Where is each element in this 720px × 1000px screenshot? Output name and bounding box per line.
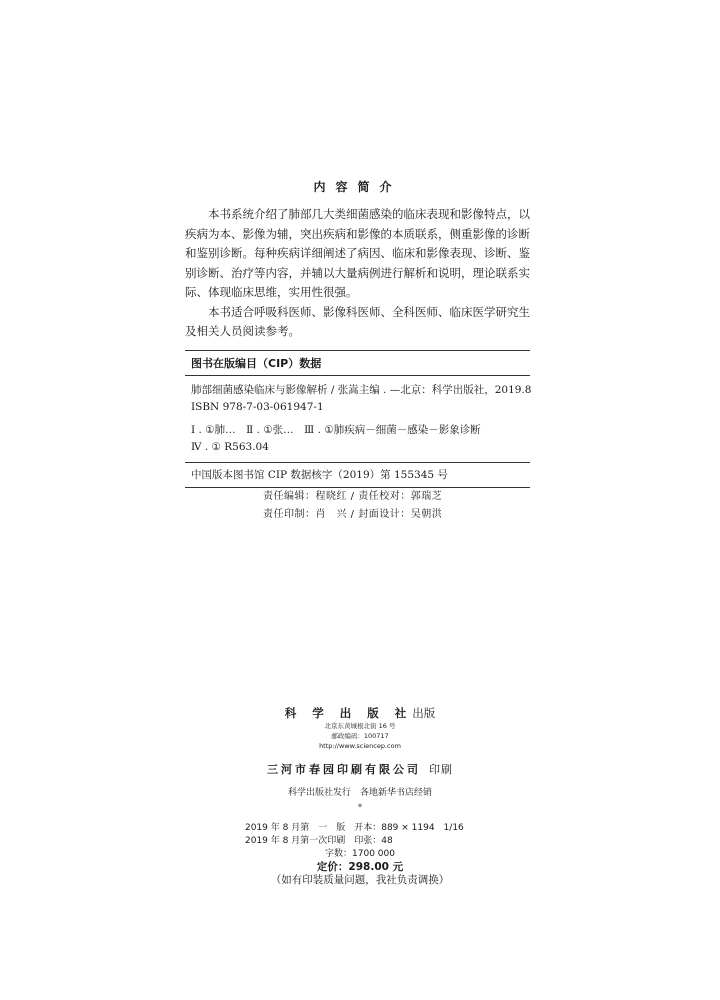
- publisher-postcode: 邮政编码：100717: [331, 732, 389, 740]
- publisher-name-line: [230, 705, 490, 721]
- separator-star: *: [358, 803, 362, 812]
- word-count: 字数：1700 000: [325, 849, 395, 859]
- cip-title: 图书在版编目（CIP）数据: [185, 351, 530, 376]
- printing-line: 2019 年 8 月第一次印刷 印张：48: [245, 836, 393, 846]
- quality-notice: （如有印装质量问题，我社负责调换）: [270, 874, 450, 886]
- publisher-block: [230, 705, 490, 812]
- cip-class-line: Ⅳ . ① R563.04: [191, 441, 269, 453]
- summary-title: 内容简介: [313, 180, 402, 194]
- edition-line: 2019 年 8 月第 一 版 开本：889 × 1194 1/16: [245, 823, 464, 833]
- printer-line: [230, 761, 490, 777]
- distribution-line: 科学出版社发行 各地新华书店经销: [287, 788, 432, 798]
- printer-suffix: 印刷: [429, 763, 453, 776]
- summary-paragraph-1: 本书系统介绍了肺部几大类细菌感染的临床表现和影像特点，以疾病为本、影像为辅，突出疾病和影像的本质联系，侧重影像的诊断和鉴别诊断。每种疾病详细阐述了病因、临床和影像表现、诊断、鉴别诊断、治疗等内容，并辅以大量病例进行解析和说明，理论联系实际、体现临床思维，实用性很强。: [185, 207, 530, 299]
- cip-record-number: 中国版本图书馆 CIP 数据核字（2019）第 155345 号: [185, 462, 530, 487]
- editors-credits: [263, 488, 442, 524]
- edition-info: [245, 822, 475, 887]
- cip-body: [185, 376, 530, 462]
- cip-book-line: 肺部细菌感染临床与影像解析 / 张嵩主编 . —北京：科学出版社，2019.8: [191, 384, 532, 396]
- publisher-name-suffix: 出版: [412, 706, 436, 720]
- publisher-url: http://www.sciencep.com: [319, 742, 401, 750]
- price: 定价：298.00 元: [316, 861, 404, 873]
- content-summary: [185, 178, 530, 342]
- editors-line-2: 责任印制：肖 兴 / 封面设计：吴朝洪: [263, 509, 443, 520]
- editors-line-1: 责任编辑：程晓红 / 责任校对：郭瑞芝: [263, 491, 443, 502]
- summary-paragraph-2: 本书适合呼吸科医师、影像科医师、全科医师、临床医学研究生及相关人员阅读参考。: [185, 304, 530, 338]
- publisher-name: 科 学 出 版 社: [284, 706, 413, 720]
- cip-data-block: [185, 350, 530, 488]
- cip-isbn: ISBN 978-7-03-061947-1: [191, 401, 324, 413]
- cip-subject-line: Ⅰ . ①肺… Ⅱ . ①张… Ⅲ . ①肺疾病－细菌－感染－影象诊断: [191, 424, 481, 436]
- printer-name: 三河市春园印刷有限公司: [267, 763, 421, 776]
- publisher-address: 北京东黄城根北街 16 号: [324, 722, 396, 730]
